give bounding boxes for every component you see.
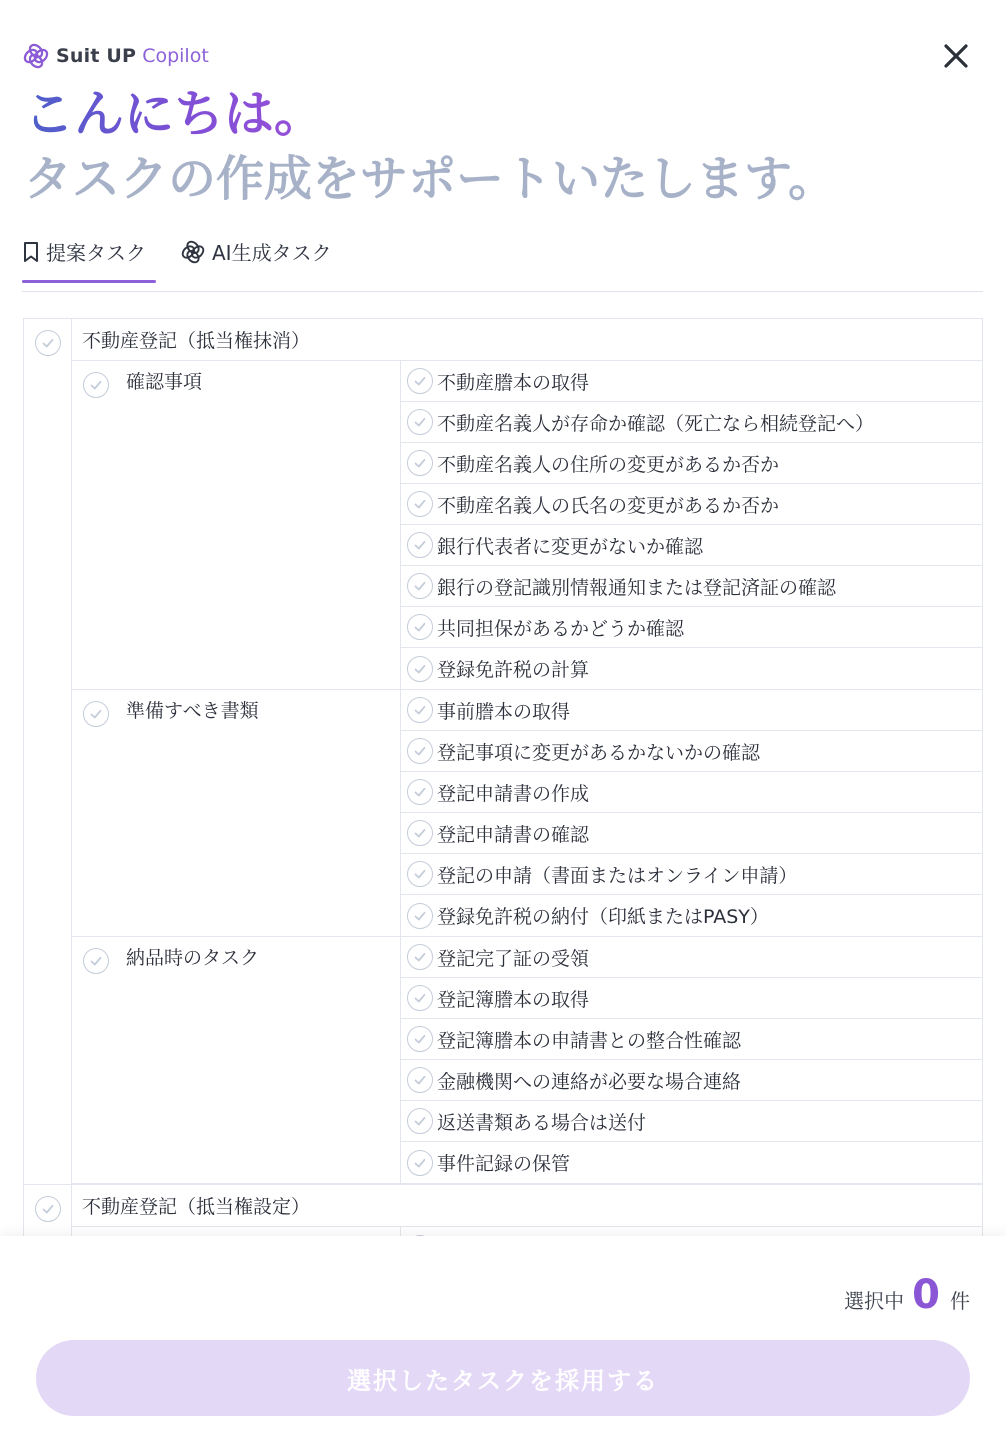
task-item[interactable] [401, 895, 982, 936]
category-block [23, 318, 983, 1184]
check-icon [413, 785, 427, 799]
task-item[interactable] [401, 1060, 982, 1101]
task-list[interactable] [23, 318, 983, 1235]
check-icon [413, 826, 427, 840]
task-item[interactable] [401, 978, 982, 1019]
tab-bar [22, 232, 983, 292]
check-icon [41, 1202, 55, 1216]
task-checkbox[interactable] [407, 944, 433, 970]
tab-ai-generated-tasks[interactable] [180, 222, 332, 281]
interlocking-rings-icon [180, 239, 206, 265]
task-checkbox[interactable] [407, 985, 433, 1011]
task-label: 銀行の登記識別情報通知または登記済証の確認 [437, 576, 837, 599]
check-icon [413, 991, 427, 1005]
subcategory-block [72, 690, 982, 937]
task-checkbox[interactable] [407, 779, 433, 805]
check-icon [413, 1032, 427, 1046]
category-checkbox[interactable] [35, 330, 61, 356]
footer-panel [0, 1236, 1006, 1452]
task-label: 不動産謄本の取得 [437, 371, 590, 394]
count-value: 0 [912, 1272, 940, 1318]
task-checkbox[interactable] [407, 614, 433, 640]
task-label: 登記申請書の確認 [437, 823, 590, 846]
check-icon [41, 336, 55, 350]
task-label: 登記の申請（書面またはオンライン申請） [437, 864, 798, 887]
task-label: 返送書類ある場合は送付 [437, 1111, 647, 1134]
close-icon [943, 43, 969, 69]
task-label: 登記簿謄本の申請書との整合性確認 [437, 1029, 742, 1052]
task-item[interactable] [401, 1101, 982, 1142]
selection-count [844, 1272, 970, 1318]
subcategory-block [72, 937, 982, 1184]
adopt-selected-tasks-button[interactable]: 選択したタスクを採用する [36, 1340, 970, 1416]
task-item[interactable] [401, 772, 982, 813]
check-icon [413, 1114, 427, 1128]
check-icon [413, 703, 427, 717]
task-label: 登記申請書の作成 [437, 782, 590, 805]
tab-label: AI生成タスク [212, 241, 332, 265]
task-checkbox[interactable] [407, 903, 433, 929]
task-column [401, 937, 982, 1183]
task-checkbox[interactable] [407, 697, 433, 723]
tab-label: 提案タスク [46, 241, 146, 265]
task-item[interactable] [401, 731, 982, 772]
tab-suggested-tasks[interactable] [22, 222, 156, 281]
task-item[interactable] [401, 566, 982, 607]
greeting-title: こんにちは。 [24, 85, 324, 143]
task-column [401, 361, 982, 689]
subcategory-checkbox[interactable] [83, 372, 109, 398]
task-item[interactable] [401, 690, 982, 731]
task-label: 登記簿謄本の取得 [437, 988, 590, 1011]
task-item[interactable] [401, 361, 982, 402]
task-checkbox[interactable] [407, 1150, 433, 1176]
task-checkbox[interactable] [407, 1067, 433, 1093]
task-item[interactable] [401, 484, 982, 525]
check-icon [413, 374, 427, 388]
task-item[interactable] [401, 525, 982, 566]
task-item[interactable] [401, 648, 982, 689]
task-checkbox[interactable] [407, 738, 433, 764]
task-label: 不動産名義人の氏名の変更があるか否か [437, 494, 780, 517]
category-checkbox[interactable] [35, 1196, 61, 1222]
task-checkbox[interactable] [407, 450, 433, 476]
task-item[interactable] [401, 402, 982, 443]
task-checkbox[interactable] [407, 656, 433, 682]
task-item[interactable] [401, 937, 982, 978]
task-item[interactable] [401, 1019, 982, 1060]
greeting-subtitle: タスクの作成をサポートいたします。 [24, 151, 837, 207]
check-icon [413, 415, 427, 429]
subcategory-checkbox[interactable] [83, 701, 109, 727]
category-title: 不動産登記（抵当権設定） [72, 1185, 982, 1227]
task-label: 銀行代表者に変更がないか確認 [437, 535, 704, 558]
task-label: 登録免許税の計算 [437, 659, 590, 681]
task-label: 登記完了証の受領 [437, 947, 590, 970]
task-label: 登記事項に変更があるかないかの確認 [437, 741, 761, 764]
task-label: 登録免許税の納付（印紙またはPASY） [437, 906, 769, 928]
check-icon [413, 456, 427, 470]
task-checkbox[interactable] [407, 861, 433, 887]
count-suffix: 件 [950, 1289, 970, 1313]
task-label: 不動産名義人の住所の変更があるか否か [437, 453, 780, 476]
check-icon [413, 497, 427, 511]
task-checkbox[interactable] [407, 532, 433, 558]
task-checkbox[interactable] [407, 368, 433, 394]
task-checkbox[interactable] [407, 573, 433, 599]
brand-name: Suit UP [56, 45, 137, 67]
task-column [401, 690, 982, 936]
task-checkbox[interactable] [407, 820, 433, 846]
check-icon [413, 662, 427, 676]
check-icon [413, 620, 427, 634]
task-label: 金融機関への連絡が必要な場合連絡 [437, 1070, 742, 1093]
check-icon [413, 744, 427, 758]
count-prefix: 選択中 [844, 1289, 905, 1313]
task-checkbox[interactable] [407, 491, 433, 517]
brand-product: Copilot [142, 45, 209, 67]
subcategory-block [72, 361, 982, 690]
check-icon [413, 950, 427, 964]
check-icon [413, 1156, 427, 1170]
app-header [22, 40, 209, 72]
task-label: 共同担保があるかどうか確認 [437, 617, 685, 640]
interlocking-rings-icon [22, 42, 50, 70]
check-icon [413, 579, 427, 593]
check-icon [89, 954, 103, 968]
close-button[interactable] [936, 36, 976, 76]
subcategory-title: 確認事項 [120, 361, 401, 689]
subcategory-title: 納品時のタスク [120, 937, 401, 1183]
task-label: 事件記録の保管 [437, 1153, 571, 1175]
task-label: 不動産名義人が存命か確認（死亡なら相続登記へ） [437, 412, 875, 435]
task-item[interactable] [401, 1142, 982, 1183]
check-icon [89, 378, 103, 392]
check-icon [413, 538, 427, 552]
task-item[interactable] [401, 854, 982, 895]
task-item[interactable] [401, 607, 982, 648]
task-checkbox[interactable] [407, 409, 433, 435]
task-checkbox[interactable] [407, 1108, 433, 1134]
check-icon [413, 867, 427, 881]
subcategory-title: 準備すべき書類 [120, 690, 401, 936]
check-icon [413, 1073, 427, 1087]
category-title: 不動産登記（抵当権抹消） [72, 319, 982, 361]
task-item[interactable] [401, 813, 982, 854]
task-label: 事前謄本の取得 [437, 700, 571, 723]
check-icon [413, 909, 427, 923]
task-item[interactable] [401, 443, 982, 484]
task-checkbox[interactable] [407, 1026, 433, 1052]
bookmark-icon [22, 241, 40, 263]
subcategory-checkbox[interactable] [83, 948, 109, 974]
check-icon [89, 707, 103, 721]
